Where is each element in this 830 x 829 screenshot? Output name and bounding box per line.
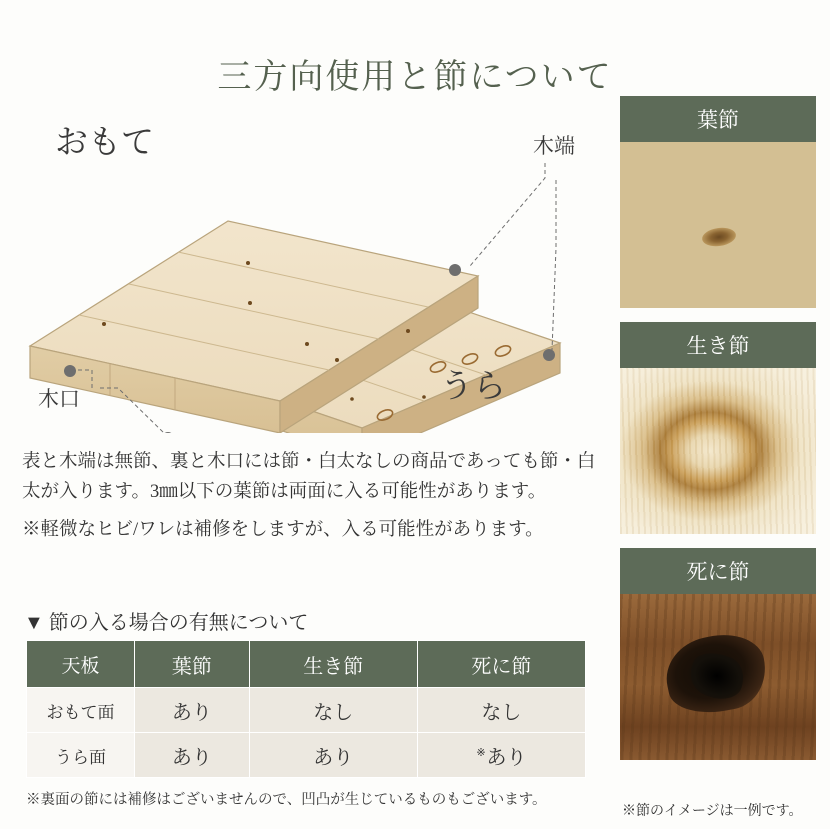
table-col-header-2: 生き節 [249, 641, 417, 688]
photo-image-shinibushi [620, 594, 816, 760]
photo-image-ikibushi [620, 368, 816, 534]
photo-card-ikibushi [620, 322, 816, 534]
photo-image-hanabushi [620, 142, 816, 308]
description-paragraph: 表と木端は無節、裏と木口には節・白太なしの商品であっても節・白太が入ります。3㎜以下の葉節は両面に入る可能性があります。 [22, 452, 596, 502]
table-cell-1-0: あり [135, 733, 250, 778]
table-cell-0-2: なし [417, 688, 585, 733]
knot-mark-icon [701, 226, 737, 249]
knot-table-body [27, 688, 586, 778]
table-cell-mark: ※ [476, 746, 486, 759]
photo-column [620, 96, 816, 774]
label-edge: 木端 [533, 134, 575, 158]
left-column [0, 88, 610, 828]
board-diagram [0, 88, 610, 433]
table-cell-0-0: あり [135, 688, 250, 733]
photo-card-hanabushi [620, 96, 816, 308]
table-row [27, 733, 586, 778]
table-col-header-1: 葉節 [135, 641, 250, 688]
photo-caption-2: 死に節 [620, 548, 816, 594]
table-row-header-0: おもて面 [27, 688, 135, 733]
label-back-face: うら [440, 369, 506, 405]
table-cell-1-2-value: あり [486, 746, 527, 769]
page-title: 三方向使用と節について [217, 58, 613, 96]
table-row-header-1: うら面 [27, 733, 135, 778]
knot-table [26, 640, 586, 778]
table-footnote: ※裏面の節には補修はございませんので、凹凸が生じているものもございます。 [26, 792, 547, 808]
table-cell-1-1: あり [249, 733, 417, 778]
table-cell-0-1: なし [249, 688, 417, 733]
label-front-face: おもて [55, 125, 154, 161]
table-row [27, 688, 586, 733]
table-col-header-3: 死に節 [417, 641, 585, 688]
knot-table-head [27, 641, 586, 688]
description-note: ※軽微なヒビ/ワレは補修をしますが、入る可能性があります。 [22, 519, 544, 540]
description-block [22, 448, 612, 546]
label-end-grain: 木口 [38, 387, 80, 411]
photo-card-shinibushi [620, 548, 816, 760]
photo-caption-0: 葉節 [620, 96, 816, 142]
table-header-row [27, 641, 586, 688]
table-cell-1-2 [417, 733, 585, 778]
table-heading: ▼ 節の入る場合の有無について [24, 612, 309, 634]
photo-caption-1: 生き節 [620, 322, 816, 368]
table-col-header-0: 天板 [27, 641, 135, 688]
photo-note: ※節のイメージは一例です。 [622, 804, 803, 819]
